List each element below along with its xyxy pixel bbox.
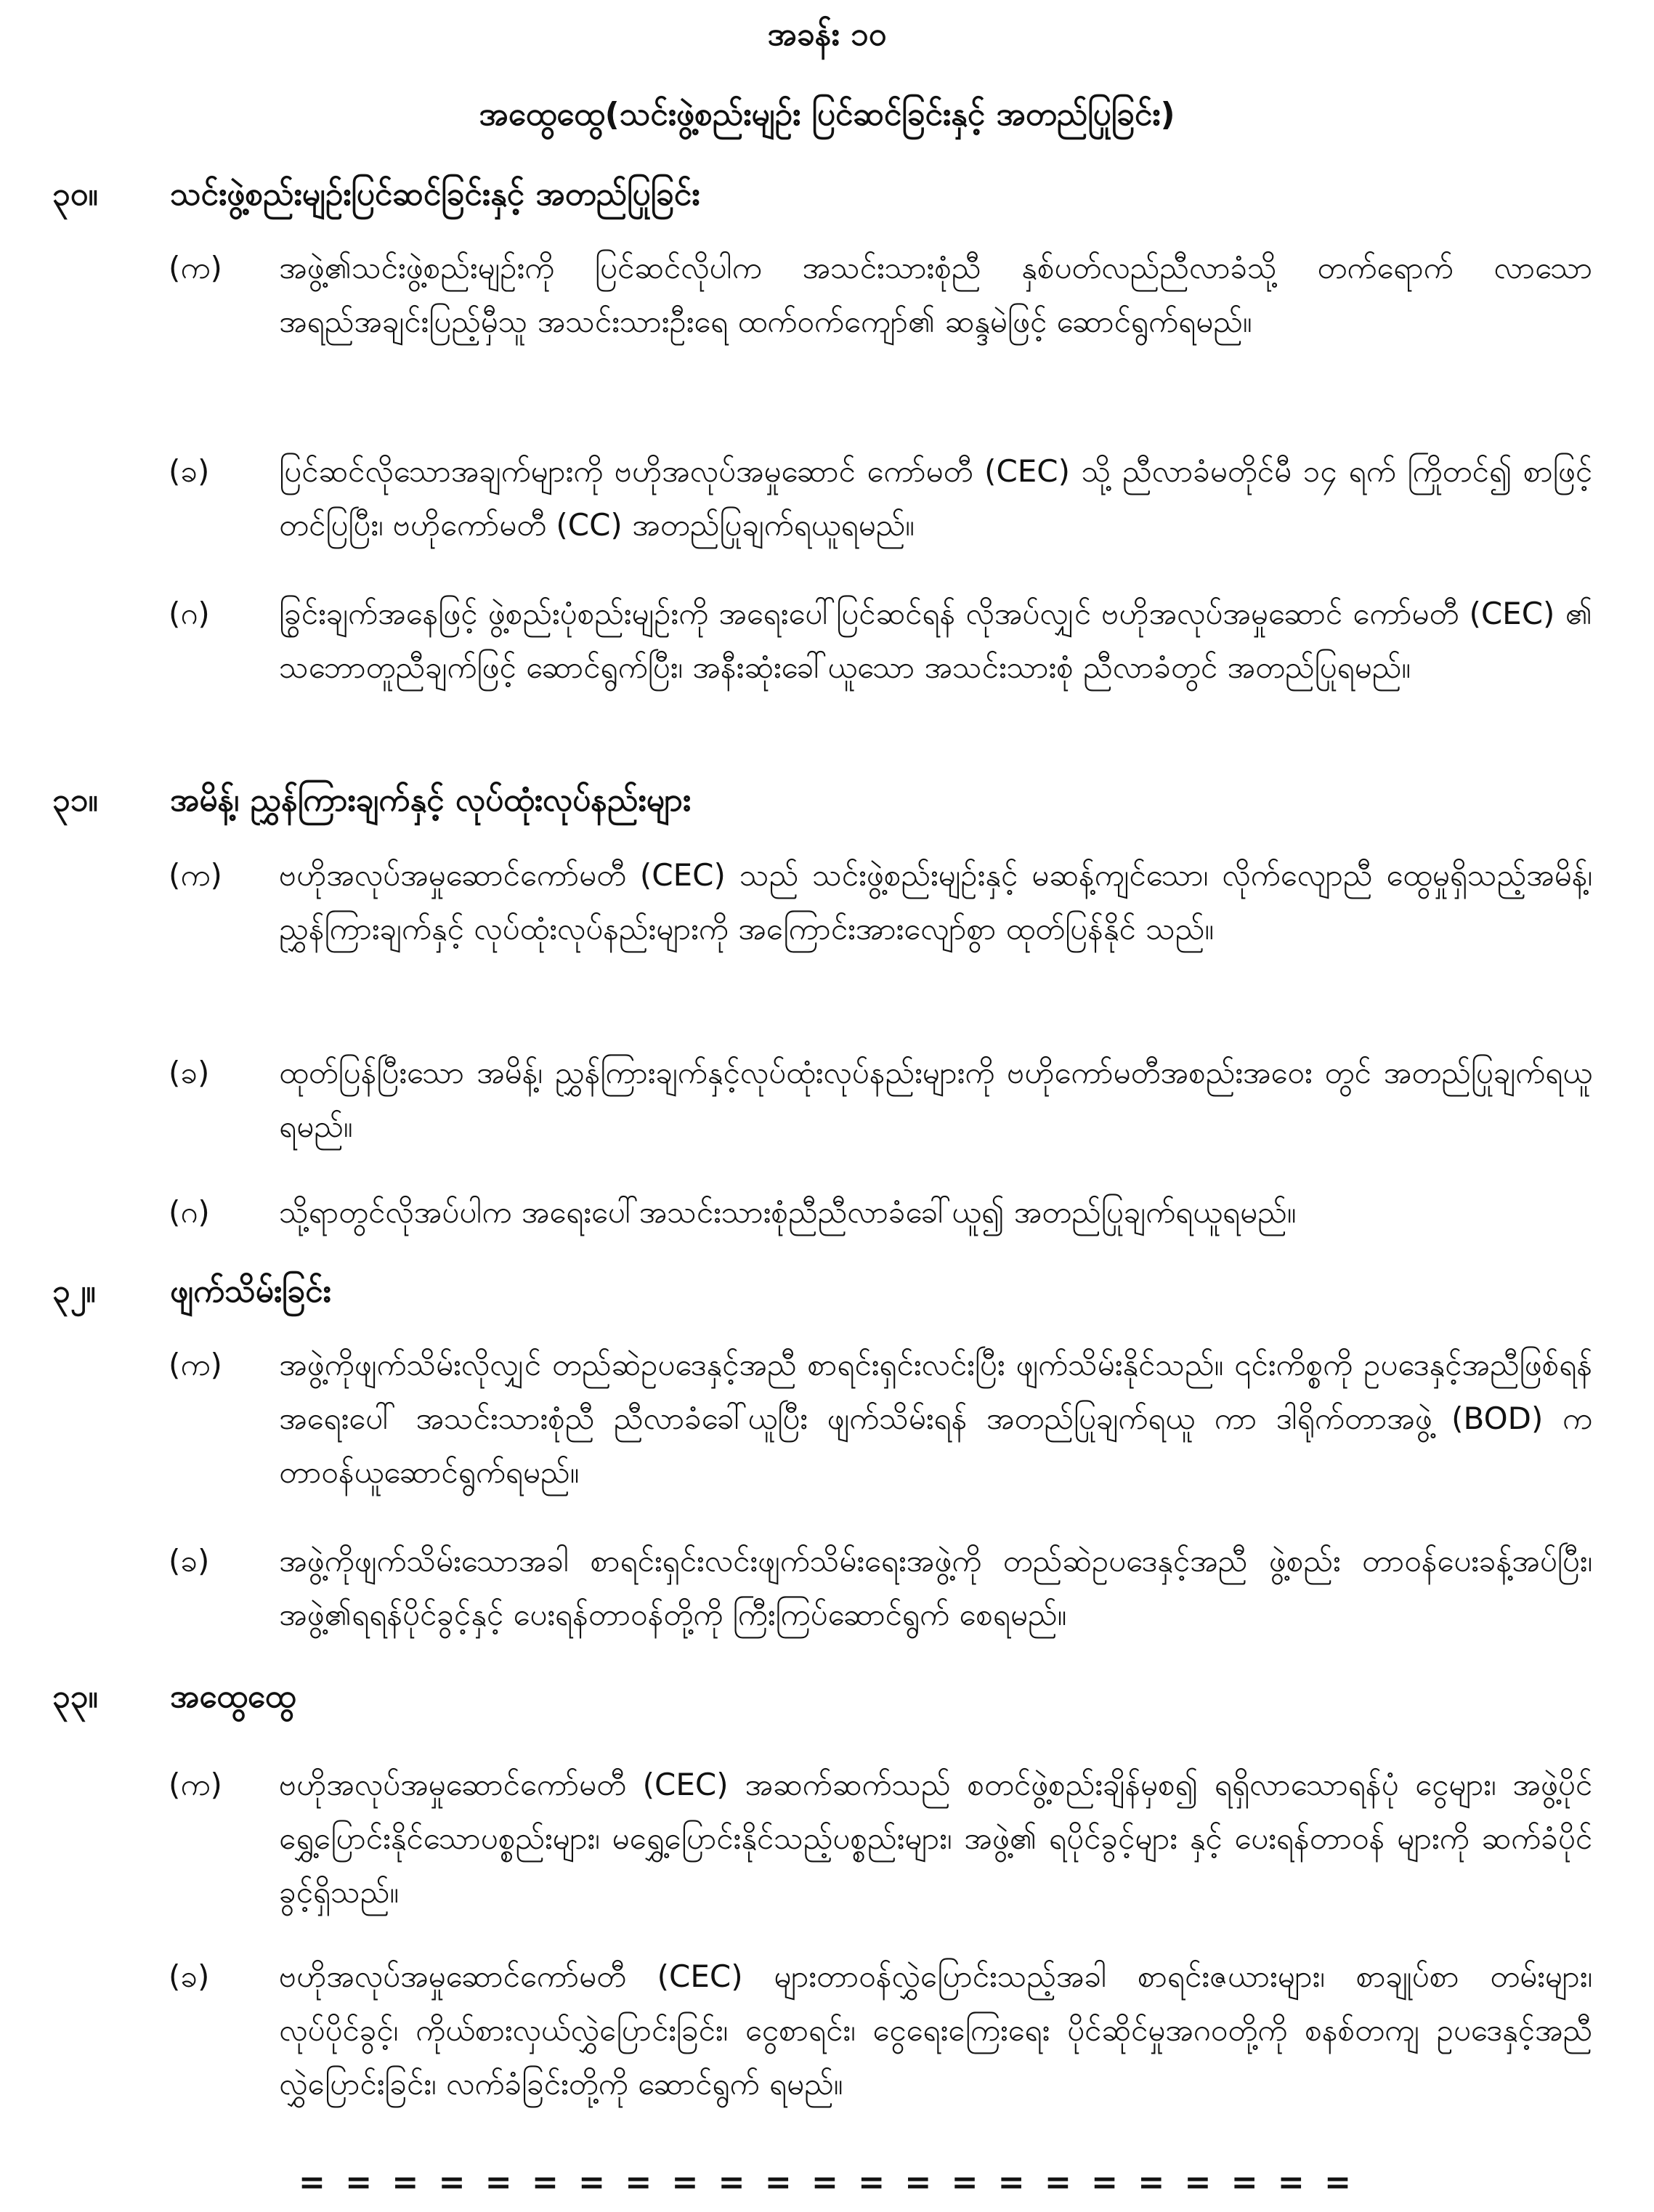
section-title: အမိန့်၊ ညွှန်ကြားချက်နှင့် လုပ်ထုံးလုပ်နည်းများ bbox=[170, 782, 692, 819]
chapter-subtitle: အထွေထွေ(သင်းဖွဲ့စည်းမျဉ်း ပြင်ဆင်ခြင်းနှင့် အတည်ပြုခြင်း) bbox=[479, 96, 1175, 133]
clause-32-ka bbox=[169, 1338, 1592, 1499]
section-number: ၃၃။ bbox=[52, 1678, 98, 1715]
clause-marker: (က) bbox=[169, 250, 222, 285]
clause-marker: (ခ) bbox=[169, 1055, 210, 1090]
clause-marker: (က) bbox=[169, 1347, 222, 1382]
clause-text: ခြွင်းချက်အနေဖြင့် ဖွဲ့စည်းပုံစည်းမျဉ်းကို အရေးပေါ်ပြင်ဆင်ရန် လိုအပ်လျှင် ဗဟိုအလုပ်အမှုဆောင် ကော်မတီ (CEC) ၏ သဘောတူညီချက်ဖြင့် ဆောင်ရွက်ပြီး၊ အနီးဆုံးခေါ်ယူသော အသင်းသားစုံ ညီလာခံတွင် အတည်ပြုရမည်။ bbox=[279, 596, 1592, 685]
clause-text: အဖွဲ့ကိုဖျက်သိမ်းသောအခါ စာရင်းရှင်းလင်းဖျက်သိမ်းရေးအဖွဲ့ကို တည်ဆဲဥပဒေနှင့်အညီ ဖွဲ့စည်း တာဝန်ပေးခန့်အပ်ပြီး၊ အဖွဲ့၏ရရန်ပိုင်ခွင့်နှင့် ပေးရန်တာဝန်တို့ကို ကြီးကြပ်ဆောင်ရွက် စေရမည်။ bbox=[279, 1543, 1592, 1632]
clause-31-ka bbox=[169, 848, 1592, 956]
clause-marker: (ဂ) bbox=[169, 1194, 210, 1230]
clause-31-kha bbox=[169, 1046, 1592, 1154]
clause-marker: (က) bbox=[169, 857, 222, 893]
section-heading-30 bbox=[52, 173, 700, 216]
clause-marker: (ခ) bbox=[169, 1958, 210, 1994]
clause-marker: (က) bbox=[169, 1767, 222, 1802]
clause-31-ga bbox=[169, 1186, 1592, 1239]
clause-text: ဗဟိုအလုပ်အမှုဆောင်ကော်မတီ (CEC) သည် သင်းဖွဲ့စည်းမျဉ်းနှင့် မဆန့်ကျင်သော၊ လိုက်လျောညီ ထွေမှုရှိသည့်အမိန့်၊ ညွှန်ကြားချက်နှင့် လုပ်ထုံးလုပ်နည်းများကို အကြောင်းအားလျော်စွာ ထုတ်ပြန်နိုင် သည်။ bbox=[279, 857, 1592, 947]
clause-marker: (ဂ) bbox=[169, 596, 210, 631]
section-number: ၃၂။ bbox=[52, 1273, 96, 1310]
section-number: ၃၁။ bbox=[52, 782, 98, 819]
section-heading-33 bbox=[52, 1675, 296, 1719]
clause-text: အဖွဲ့၏သင်းဖွဲ့စည်းမျဉ်းကို ပြင်ဆင်လိုပါက အသင်းသားစုံညီ နှစ်ပတ်လည်ညီလာခံသို့ တက်ရောက် လာသော အရည်အချင်းပြည့်မှီသူ အသင်းသားဦးရေ ထက်ဝက်ကျော်၏ ဆန္ဒမဲဖြင့် ဆောင်ရွက်ရမည်။ bbox=[279, 250, 1592, 339]
section-title: သင်းဖွဲ့စည်းမျဉ်းပြင်ဆင်ခြင်းနှင့် အတည်ပြုခြင်း bbox=[170, 176, 700, 213]
clause-marker: (ခ) bbox=[169, 1543, 210, 1579]
chapter-title: အခန်း ၁၀ bbox=[767, 16, 887, 53]
section-number: ၃၀။ bbox=[52, 176, 98, 213]
section-title: အထွေထွေ bbox=[170, 1678, 296, 1715]
clause-text: ဗဟိုအလုပ်အမှုဆောင်ကော်မတီ (CEC) အဆက်ဆက်သည် စတင်ဖွဲ့စည်းချိန်မှစ၍ ရရှိလာသောရန်ပုံ ငွေများ၊ အဖွဲ့ပိုင်ရွှေ့ပြောင်းနိုင်သောပစ္စည်းများ၊ မရွှေ့ပြောင်းနိုင်သည့်ပစ္စည်းများ၊ အဖွဲ့၏ ရပိုင်ခွင့်များ နှင့် ပေးရန်တာဝန် များကို ဆက်ခံပိုင်ခွင့်ရှိသည်။ bbox=[279, 1767, 1592, 1910]
section-heading-32 bbox=[52, 1270, 331, 1313]
section-title: ဖျက်သိမ်းခြင်း bbox=[170, 1273, 331, 1310]
clause-33-kha bbox=[169, 1950, 1592, 2111]
clause-marker: (ခ) bbox=[169, 453, 210, 489]
clause-30-kha bbox=[169, 445, 1592, 552]
clause-30-ka bbox=[169, 241, 1592, 349]
clause-32-kha bbox=[169, 1534, 1592, 1642]
clause-text: ဗဟိုအလုပ်အမှုဆောင်ကော်မတီ (CEC) များတာဝန်လွှဲပြောင်းသည့်အခါ စာရင်းဇယားများ၊ စာချုပ်စာ တမ်းများ၊ လုပ်ပိုင်ခွင့်၊ ကိုယ်စားလှယ်လွှဲပြောင်းခြင်း၊ ငွေစာရင်း၊ ငွေရေးကြေးရေး ပိုင်ဆိုင်မှုအဂဝတို့ကို စနစ်တကျ ဥပဒေနှင့်အညီ လွှဲပြောင်းခြင်း၊ လက်ခံခြင်းတို့ကို ဆောင်ရွက် ရမည်။ bbox=[279, 1958, 1592, 2102]
end-divider: = = = = = = = = = = = = = = = = = = = = = = = bbox=[299, 2164, 1355, 2201]
clause-text: သို့ရာတွင်လိုအပ်ပါက အရေးပေါ်အသင်းသားစုံညီညီလာခံခေါ်ယူ၍ အတည်ပြုချက်ရယူရမည်။ bbox=[279, 1194, 1297, 1230]
clause-text: ထုတ်ပြန်ပြီးသော အမိန့်၊ ညွှန်ကြားချက်နှင့်လုပ်ထုံးလုပ်နည်းများကို ဗဟိုကော်မတီအစည်းအဝေး တွင် အတည်ပြုချက်ရယူရမည်။ bbox=[279, 1055, 1592, 1144]
section-heading-31 bbox=[52, 779, 691, 822]
clause-33-ka bbox=[169, 1758, 1592, 1919]
clause-text: အဖွဲ့ကိုဖျက်သိမ်းလိုလျှင် တည်ဆဲဥပဒေနှင့်အညီ စာရင်းရှင်းလင်းပြီး ဖျက်သိမ်းနိုင်သည်။ ၎င်းကိစ္စကို ဥပဒေနှင့်အညီဖြစ်ရန် အရေးပေါ် အသင်းသားစုံညီ ညီလာခံခေါ်ယူပြီး ဖျက်သိမ်းရန် အတည်ပြုချက်ရယူ ကာ ဒါရိုက်တာအဖွဲ့ (BOD) က တာဝန်ယူဆောင်ရွက်ရမည်။ bbox=[279, 1347, 1592, 1490]
clause-30-ga bbox=[169, 587, 1592, 694]
clause-text: ပြင်ဆင်လိုသောအချက်များကို ဗဟိုအလုပ်အမှုဆောင် ကော်မတီ (CEC) သို့ ညီလာခံမတိုင်မီ ၁၄ ရက် ကြိုတင်၍ စာဖြင့်တင်ပြပြီး၊ ဗဟိုကော်မတီ (CC) အတည်ပြုချက်ရယူရမည်။ bbox=[279, 453, 1592, 543]
